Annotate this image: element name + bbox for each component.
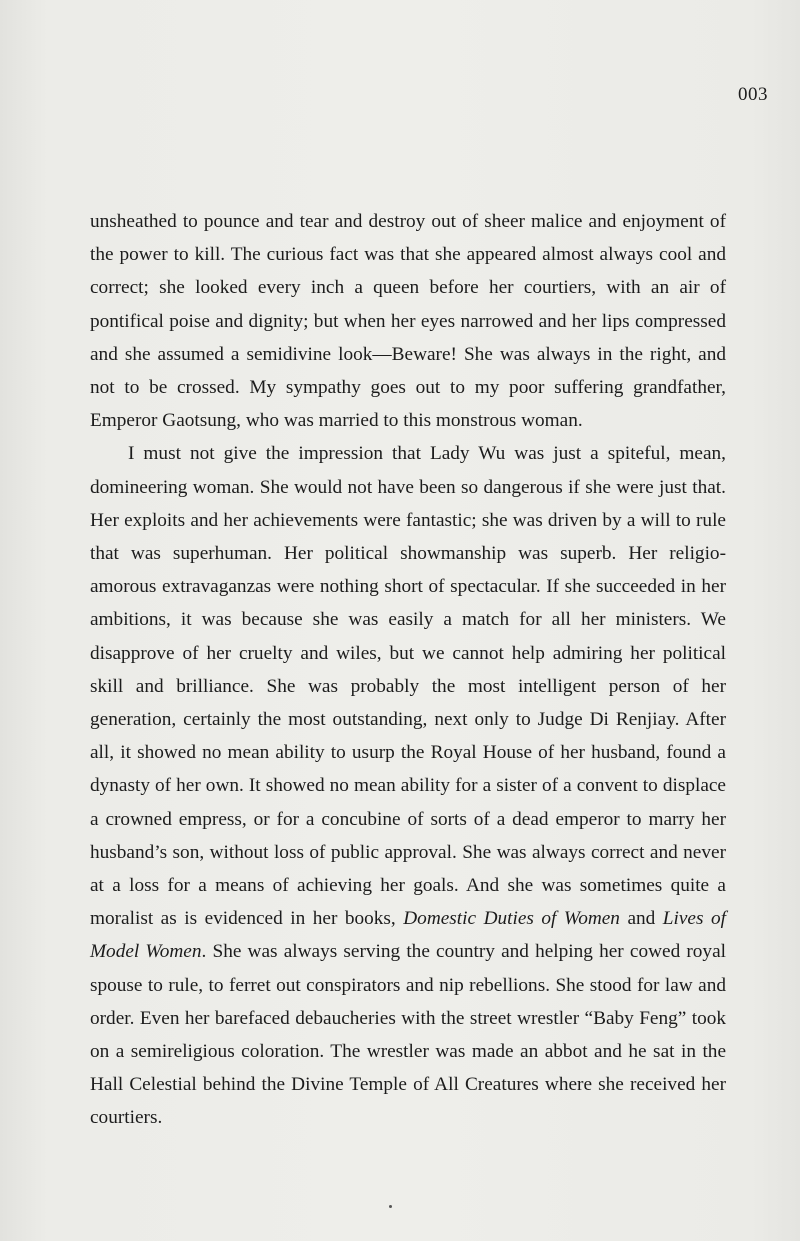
body-text: [90, 205, 726, 1135]
paragraph-2-conjunction: and: [619, 908, 663, 930]
book-title-domestic-duties: Domestic Duties of Women: [403, 908, 620, 930]
paragraph-2-text-end: . She was always serving the country and helping her cowed royal spouse to rule, to ferret out conspirators and nip rebellions. She stood for law and order. Even her barefaced debaucheries with the street wrestler “Baby Feng” took on a semireligious coloration. The wrestler was made an abbot and he sat in the Hall Celestial behind the Divine Temple of All Creatures where she received her courtiers.: [90, 941, 726, 1129]
paragraph-1: unsheathed to pounce and tear and destroy out of sheer malice and enjoyment of the power to kill. The curious fact was that she appeared almost always cool and correct; she looked every inch a queen before her courtiers, with an air of pontifical poise and dignity; but when her eyes narrowed and her lips compressed and she assumed a semidivine look—Beware! She was always in the right, and not to be crossed. My sympathy goes out to my poor suffering grandfather, Emperor Gaotsung, who was married to this monstrous woman.: [90, 211, 726, 432]
book-title-lives-of-model-women: Lives of Model Women: [90, 908, 726, 963]
paragraph-2: [90, 437, 726, 1134]
page-number: 003: [738, 84, 768, 105]
paragraph-2-text-start: I must not give the impression that Lady Wu was just a spiteful, mean, domineering woman. She would not have been so dangerous if she were just that. Her exploits and her achievements were fantastic; she was driven by a will to rule that was superhuman. Her political showmanship was superb. Her religio-amorous extravaganzas were nothing short of spectacular. If she succeeded in her ambitions, it was because she was easily a match for all her ministers. We disapprove of her cruelty and wiles, but we cannot help admiring her political skill and brilliance. She was probably the most intelligent person of her generation, certainly the most outstanding, next only to Judge Di Renjiay. After all, it showed no mean ability to usurp the Royal House of her husband, found a dynasty of her own. It showed no mean ability for a sister of a convent to displace a crowned empress, or for a concubine of sorts of a dead emperor to marry her husband’s son, without loss of public approval. She was always correct and never at a loss for a means of achieving her goals. And she was sometimes quite a moralist as is evidenced in her books,: [90, 443, 726, 930]
page-speck: [389, 1205, 392, 1208]
